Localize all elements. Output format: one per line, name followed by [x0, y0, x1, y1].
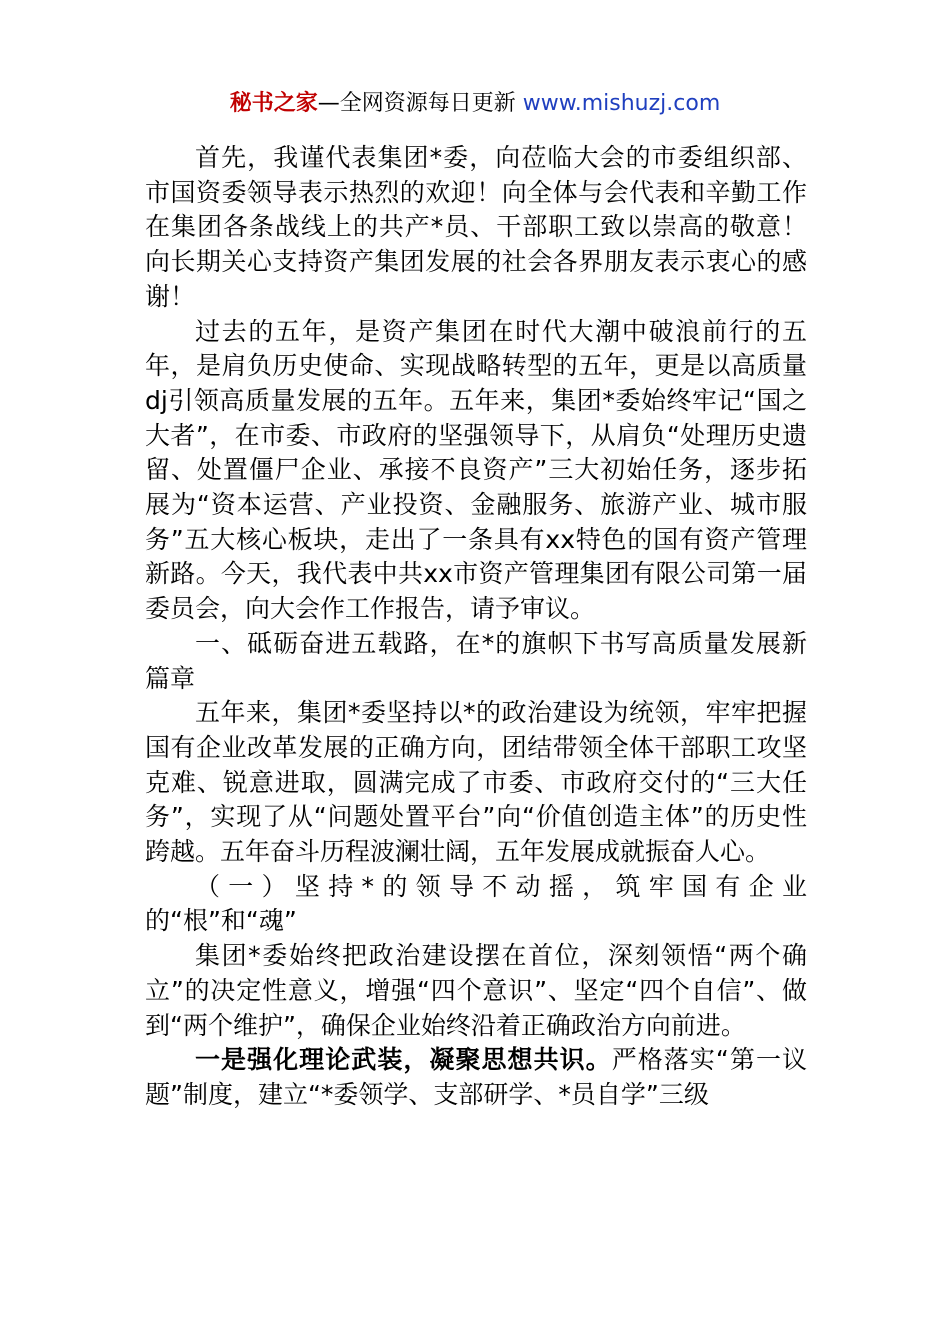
site-header: [0, 88, 950, 120]
document-body: [145, 141, 807, 1113]
section-heading-1: 一、砥砺奋进五载路，在*的旗帜下书写高质量发展新篇章: [145, 628, 807, 693]
brand-name: 秘书之家: [229, 91, 318, 116]
subsection-heading-1: （一）坚持*的领导不动摇，筑牢国有企业的“根”和“魂”: [145, 871, 807, 936]
site-url-link[interactable]: www.mishuzj.com: [522, 91, 721, 116]
paragraph-political-building: 集团*委始终把政治建设摆在首位，深刻领悟“两个确立”的决定性意义，增强“四个意识”、坚定“四个自信”、做到“两个维护”，确保企业始终沿着正确政治方向前进。: [145, 941, 807, 1040]
paragraph-lead-bold: 一是强化理论武装，凝聚思想共识。: [195, 1045, 612, 1075]
paragraph-opening-thanks: 首先，我谨代表集团*委，向莅临大会的市委组织部、市国资委领导表示热烈的欢迎！向全体与会代表和辛勤工作在集团各条战线上的共产*员、干部职工致以崇高的敬意！向长期关心支持资产集团发展的社会各界朋友表示衷心的感谢！: [145, 143, 807, 311]
paragraph-theory-arming: [145, 1043, 807, 1112]
header-tagline: —全网资源每日更新: [317, 91, 516, 116]
paragraph-five-years-review: 过去的五年，是资产集团在时代大潮中破浪前行的五年，是肩负历史使命、实现战略转型的五年，更是以高质量dj引领高质量发展的五年。五年来，集团*委始终牢记“国之大者”，在市委、市政府的坚强领导下，从肩负“处理历史遗留、处置僵尸企业、承接不良资产”三大初始任务，逐步拓展为“资本运营、产业投资、金融服务、旅游产业、城市服务”五大核心板块，走出了一条具有xx特色的国有资产管理新路。今天，我代表中共xx市资产管理集团有限公司第一届委员会，向大会作工作报告，请予审议。: [145, 316, 807, 624]
paragraph-achievements: 五年来，集团*委坚持以*的政治建设为统领，牢牢把握国有企业改革发展的正确方向，团结带领全体干部职工攻坚克难、锐意进取，圆满完成了市委、市政府交付的“三大任务”，实现了从“问题处置平台”向“价值创造主体”的历史性跨越。五年奋斗历程波澜壮阔，五年发展成就振奋人心。: [145, 698, 807, 867]
paragraph-body-text: 严格落实“第一议题”制度，建立“*委领学、支部研学、*员自学”三级: [145, 1045, 807, 1109]
